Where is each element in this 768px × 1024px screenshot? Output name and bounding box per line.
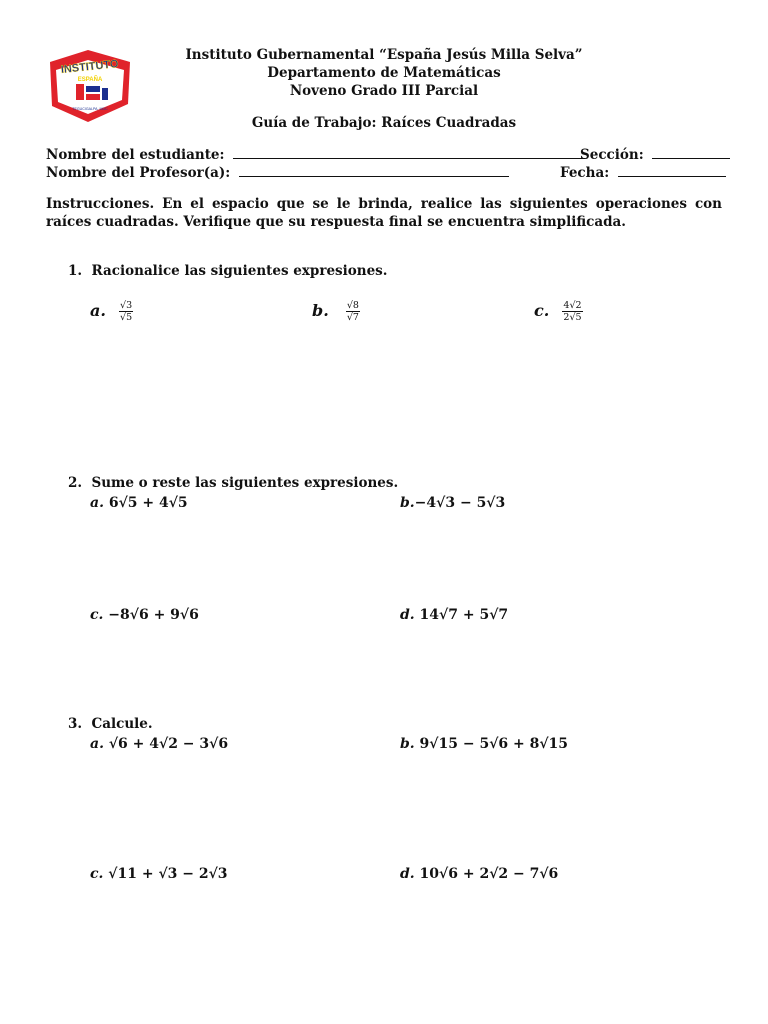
q2-item-a	[90, 495, 188, 511]
q2-a-label: a.	[90, 495, 104, 511]
q1-a-numerator: √3	[120, 300, 133, 311]
q3-b-label: b.	[400, 736, 415, 752]
grade-term: Noveno Grado III Parcial	[289, 83, 479, 99]
q2-b-label: b.	[400, 495, 415, 511]
q1-c-denominator: 2√5	[563, 312, 582, 323]
q2-c-label: c.	[90, 607, 104, 623]
q3-a-label: a.	[90, 736, 104, 752]
q3-c-expression: √11 + √3 − 2√3	[108, 866, 228, 882]
section-row	[580, 146, 730, 163]
teacher-name-label: Nombre del Profesor(a):	[46, 165, 231, 181]
school-name: Instituto Gubernamental “España Jesús Milla Selva”	[185, 47, 583, 63]
q3-d-label: d.	[400, 866, 415, 882]
q1-a-fraction	[119, 300, 133, 323]
q1-item-c	[534, 300, 583, 323]
date-label: Fecha:	[560, 165, 610, 181]
q1-item-b	[312, 300, 360, 323]
q2-d-expression: 14√7 + 5√7	[419, 607, 509, 623]
student-name-field[interactable]	[233, 146, 585, 159]
logo-text-top: INSTITUTO	[60, 58, 120, 77]
logo-text-mid: ESPAÑA	[77, 77, 103, 83]
q3-d-expression: 10√6 + 2√2 − 7√6	[419, 866, 559, 882]
q3-item-c	[90, 866, 228, 882]
q1-title: 1. Racionalice las siguientes expresiones.	[68, 263, 388, 279]
q3-b-expression: 9√15 − 5√6 + 8√15	[419, 736, 569, 752]
q2-d-label: d.	[400, 607, 415, 623]
q3-item-a	[90, 736, 228, 752]
student-name-row	[46, 146, 585, 163]
q3-c-label: c.	[90, 866, 104, 882]
q1-item-a	[90, 300, 133, 323]
worksheet-title-text: Guía de Trabajo: Raíces Cuadradas	[251, 115, 517, 131]
department: Departamento de Matemáticas	[267, 65, 501, 81]
q2-a-expression: 6√5 + 4√5	[108, 495, 188, 511]
section-label: Sección:	[580, 147, 644, 163]
q1-c-numerator: 4√2	[563, 300, 582, 311]
q3-a-expression: √6 + 4√2 − 3√6	[108, 736, 229, 752]
q1-b-fraction	[346, 300, 360, 323]
q1-a-label: a.	[90, 301, 106, 320]
worksheet-title	[0, 115, 768, 131]
section-field[interactable]	[652, 146, 730, 159]
q2-item-d	[400, 607, 508, 623]
q2-item-c	[90, 607, 199, 623]
q1-b-numerator: √8	[346, 300, 359, 311]
q3-title: 3. Calcule.	[68, 716, 153, 732]
q1-c-fraction	[562, 300, 582, 323]
q1-b-label: b.	[312, 301, 329, 320]
q1-a-denominator: √5	[120, 312, 133, 323]
student-name-label: Nombre del estudiante:	[46, 147, 225, 163]
q2-title: 2. Sume o reste las siguientes expresiones.	[68, 475, 399, 491]
q2-item-b	[400, 495, 505, 511]
date-field[interactable]	[618, 164, 726, 177]
teacher-name-row	[46, 164, 509, 181]
q3-item-d	[400, 866, 558, 882]
q1-b-denominator: √7	[346, 312, 359, 323]
q1-c-label: c.	[534, 301, 550, 320]
q2-b-expression: −4√3 − 5√3	[414, 495, 506, 511]
q3-item-b	[400, 736, 568, 752]
q2-c-expression: −8√6 + 9√6	[108, 607, 199, 623]
date-row	[560, 164, 726, 181]
logo-text-bottom: TEGUCIGALPA, MDC	[72, 107, 108, 111]
teacher-name-field[interactable]	[239, 164, 509, 177]
instructions: Instrucciones. En el espacio que se le brinda, realice las siguientes operaciones con raíces cuadradas. Verifique que su respuesta final se encuentra simplificada.	[46, 196, 722, 230]
